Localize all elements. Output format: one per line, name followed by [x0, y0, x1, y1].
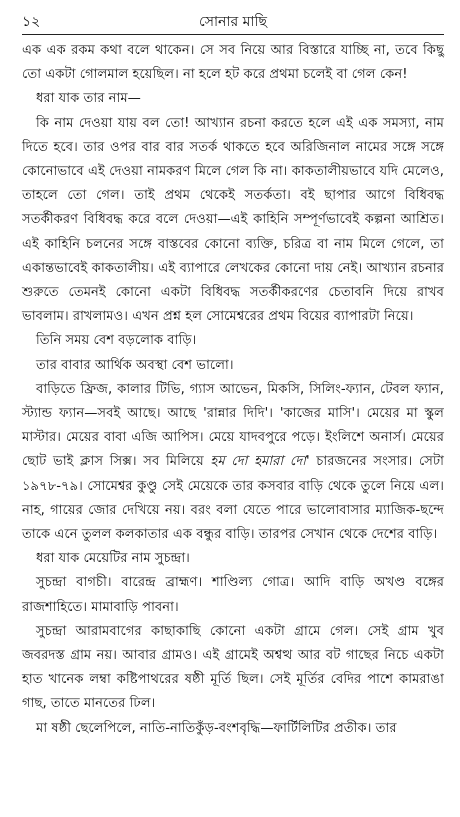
paragraph: তিনি সময় বেশ বড়লোক বাড়ি।: [36, 333, 197, 349]
page-header: [22, 6, 444, 30]
paragraph: [22, 378, 444, 547]
paragraph: কি নাম দেওয়া যায় বল তো! আখ্যান রচনা করতে হলে এই এক সমস্যা, নাম দিতে হবে। তার ওপর বার বার সতর্ক থাকতে হবে অরিজিনাল নামের সঙ্গে সঙ্গে কোনোভাবে এই দেওয়া নামকরণ মিলে গেল কি না। কাকতালীয়ভাবে যদি মেলেও, তাহলে তো গেল। তাই প্রথম থেকেই সতর্কতা। বই ছাপার আগে বিধিবদ্ধ সতর্কীকরণ বিধিবদ্ধ করে বলে দেওয়া—এই কাহিনি সম্পূর্ণভাবেই কল্পনা আশ্রিত। এই কাহিনি চলনের সঙ্গে বাস্তবের কোনো ব্যক্তি, চরিত্র বা নাম মিলে গেলে, তা একান্তভাবেই কাকতালীয়। এই ব্যাপারে লেখকের কোনো দায় নেই। আখ্যান রচনার শুরুতে তেমনই কোনো একটা বিধিবদ্ধ সতর্কীকরণের চেতাবনি দিয়ে রাখব ভাবলাম। রাখলামও। এখন প্রশ্ন হল সোমেশ্বরের প্রথম বিয়ের ব্যাপারটা নিয়ে।: [22, 115, 444, 325]
paragraph: সুচন্দ্রা আরামবাগের কাছাকাছি কোনো একটা গ্রামে গেল। সেই গ্রাম খুব জবরদস্ত গ্রাম নয়। আবার গ্রামও। এই গ্রামেই অশ্বত্থ আর বট গাছের নিচে একটা হাত খানেক লম্বা কষ্টিপাথরের ষষ্ঠী মূর্তি ছিল। সেই মূর্তির বেদির পাশে কামরাঙা গাছ, তাতে মানতের ঢিল।: [22, 623, 444, 712]
paragraph: ধরা যাক মেয়েটির নাম সুচন্দ্রা।: [36, 551, 190, 567]
italic-phrase: হম দো হমারা দো: [210, 454, 307, 470]
paragraph: ধরা যাক তার নাম—: [36, 91, 141, 107]
paragraph-text: ' চারজনের সংসার। সেটা ১৯৭৮-৭৯। সোমেশ্বর কুণ্ডু সেই মেয়েকে তার কসবার বাড়ি থেকে তুলে নিয়ে এল। নাহ, গায়ের জোর দেখিয়ে নয়। বরং বলা যেতে পারে ভালোবাসার ম্যাজিক-ছন্দে তাকে এনে তুলল কলকাতার এক বন্ধুর বাড়ি। তারপর সেখান থেকে দেশের বাড়ি।: [22, 454, 445, 543]
header-rule: [22, 34, 444, 35]
paragraph: মা ষষ্ঠী ছেলেপিলে, নাতি-নাতিকুঁড়-বংশবৃদ্ধি—ফার্টিলিটির প্রতীক। তার: [36, 720, 397, 736]
page-body: [22, 39, 444, 741]
page-number: ১২: [22, 14, 41, 30]
paragraph: এক এক রকম কথা বলে থাকেন। সে সব নিয়ে আর বিস্তারে যাচ্ছি না, তবে কিছু তো একটা গোলমাল হয়েছিল। না হলে হট করে প্রথমা চলেই বা গেল কেন!: [22, 43, 444, 83]
running-title: সোনার মাছি: [199, 14, 267, 30]
paragraph: সুচন্দ্রা বাগচী। বারেন্দ্র ব্রাহ্মণ। শাণ্ডিল্য গোত্র। আদি বাড়ি অখণ্ড বঙ্গের রাজশাহিতে। মামাবাড়ি পাবনা।: [22, 575, 444, 615]
paragraph-text: বাড়িতে ফ্রিজ, কালার টিভি, গ্যাস আভেন, মিকসি, সিলিং-ফ্যান, টেবল ফ্যান, স্ট্যান্ড ফ্যান—সবই আছে। আছে 'রান্নার দিদি'। 'কাজের মাসি'। মেয়ের মা স্কুল মাস্টার। মেয়ের বাবা এজি আপিস। মেয়ে যাদবপুরে পড়ে। ইংলিশে অনার্স। মেয়ের ছোট ভাই ক্লাস সিক্স। সব মিলিয়ে: [22, 381, 444, 470]
paragraph: তার বাবার আর্থিক অবস্থা বেশ ভালো।: [36, 357, 234, 373]
